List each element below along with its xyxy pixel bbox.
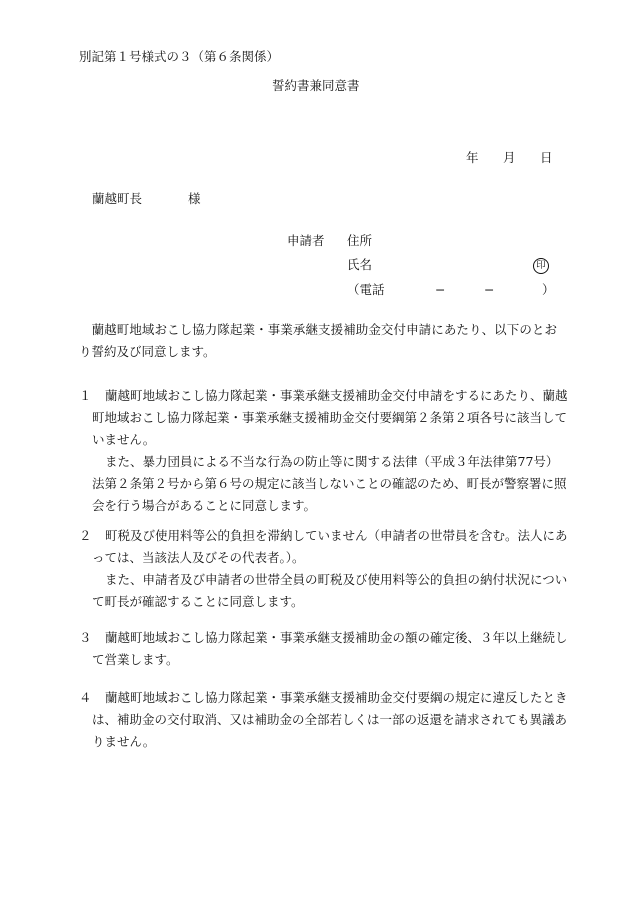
item-text: 蘭越町地域おこし協力隊起業・事業承継支援補助金の額の確定後、３年以上継続し xyxy=(105,630,568,645)
form-label: 別記第１号様式の３（第６条関係） xyxy=(79,49,280,64)
item-text: また、申請者及び申請者の世帯全員の町税及び使用料等公的負担の納付状況につい xyxy=(105,572,568,587)
list-item xyxy=(79,385,568,517)
date-year: 年 xyxy=(466,150,479,165)
name-label: 氏名 xyxy=(347,257,373,272)
list-item xyxy=(79,525,568,613)
item-text: 町税及び使用料等公的負担を滞納していません（申請者の世帯員を含む。法人にあ xyxy=(105,528,568,543)
applicant-label: 申請者 xyxy=(287,233,325,248)
seal-mark: 印 xyxy=(533,258,549,274)
item-text: 町地域おこし協力隊起業・事業承継支援補助金交付要綱第２条第２項各号に該当して xyxy=(92,410,568,425)
item-number: １ xyxy=(79,388,92,403)
item-text: 会を行う場合があることに同意します。 xyxy=(92,498,317,513)
item-text: また、暴力団員による不当な行為の防止等に関する法律（平成３年法律第77号） xyxy=(105,454,559,469)
item-text: いません。 xyxy=(92,432,156,447)
item-text: 蘭越町地域おこし協力隊起業・事業承継支援補助金交付申請をするにあたり、蘭越 xyxy=(105,388,568,403)
item-text: りません。 xyxy=(92,734,156,749)
phone-dash-2: − xyxy=(484,282,495,297)
date-month: 月 xyxy=(503,150,516,165)
document-title: 誓約書兼同意書 xyxy=(272,78,360,93)
item-text: て営業します。 xyxy=(92,652,179,667)
item-number: ４ xyxy=(79,690,92,705)
item-number: ２ xyxy=(79,528,92,543)
item-text: て町長が確認することに同意します。 xyxy=(92,594,304,609)
item-text: 蘭越町地域おこし協力隊起業・事業承継支援補助金交付要綱の規定に違反したとき xyxy=(105,690,568,705)
phone-dash-1: − xyxy=(435,282,446,297)
list-item xyxy=(79,627,568,671)
item-text: 法第２条第２号から第６号の規定に該当しないことの確認のため、町長が警察署に照 xyxy=(92,476,567,491)
addressee-honorific: 様 xyxy=(188,191,201,206)
phone-close: ） xyxy=(542,282,555,297)
item-text: は、補助金の交付取消、又は補助金の全部若しくは一部の返還を請求されても異議あ xyxy=(92,712,568,727)
addressee-name: 蘭越町長 xyxy=(92,191,143,206)
address-label: 住所 xyxy=(347,233,373,248)
intro-paragraph: 蘭越町地域おこし協力隊起業・事業承継支援補助金交付申請にあたり、以下のとおり誓約及び同意します。 xyxy=(79,322,557,359)
phone-label: （電話 xyxy=(347,282,385,297)
item-text: っては、当該法人及びその代表者。）。 xyxy=(92,550,305,565)
list-item xyxy=(79,687,568,753)
date-day: 日 xyxy=(540,150,553,165)
item-number: ３ xyxy=(79,630,92,645)
